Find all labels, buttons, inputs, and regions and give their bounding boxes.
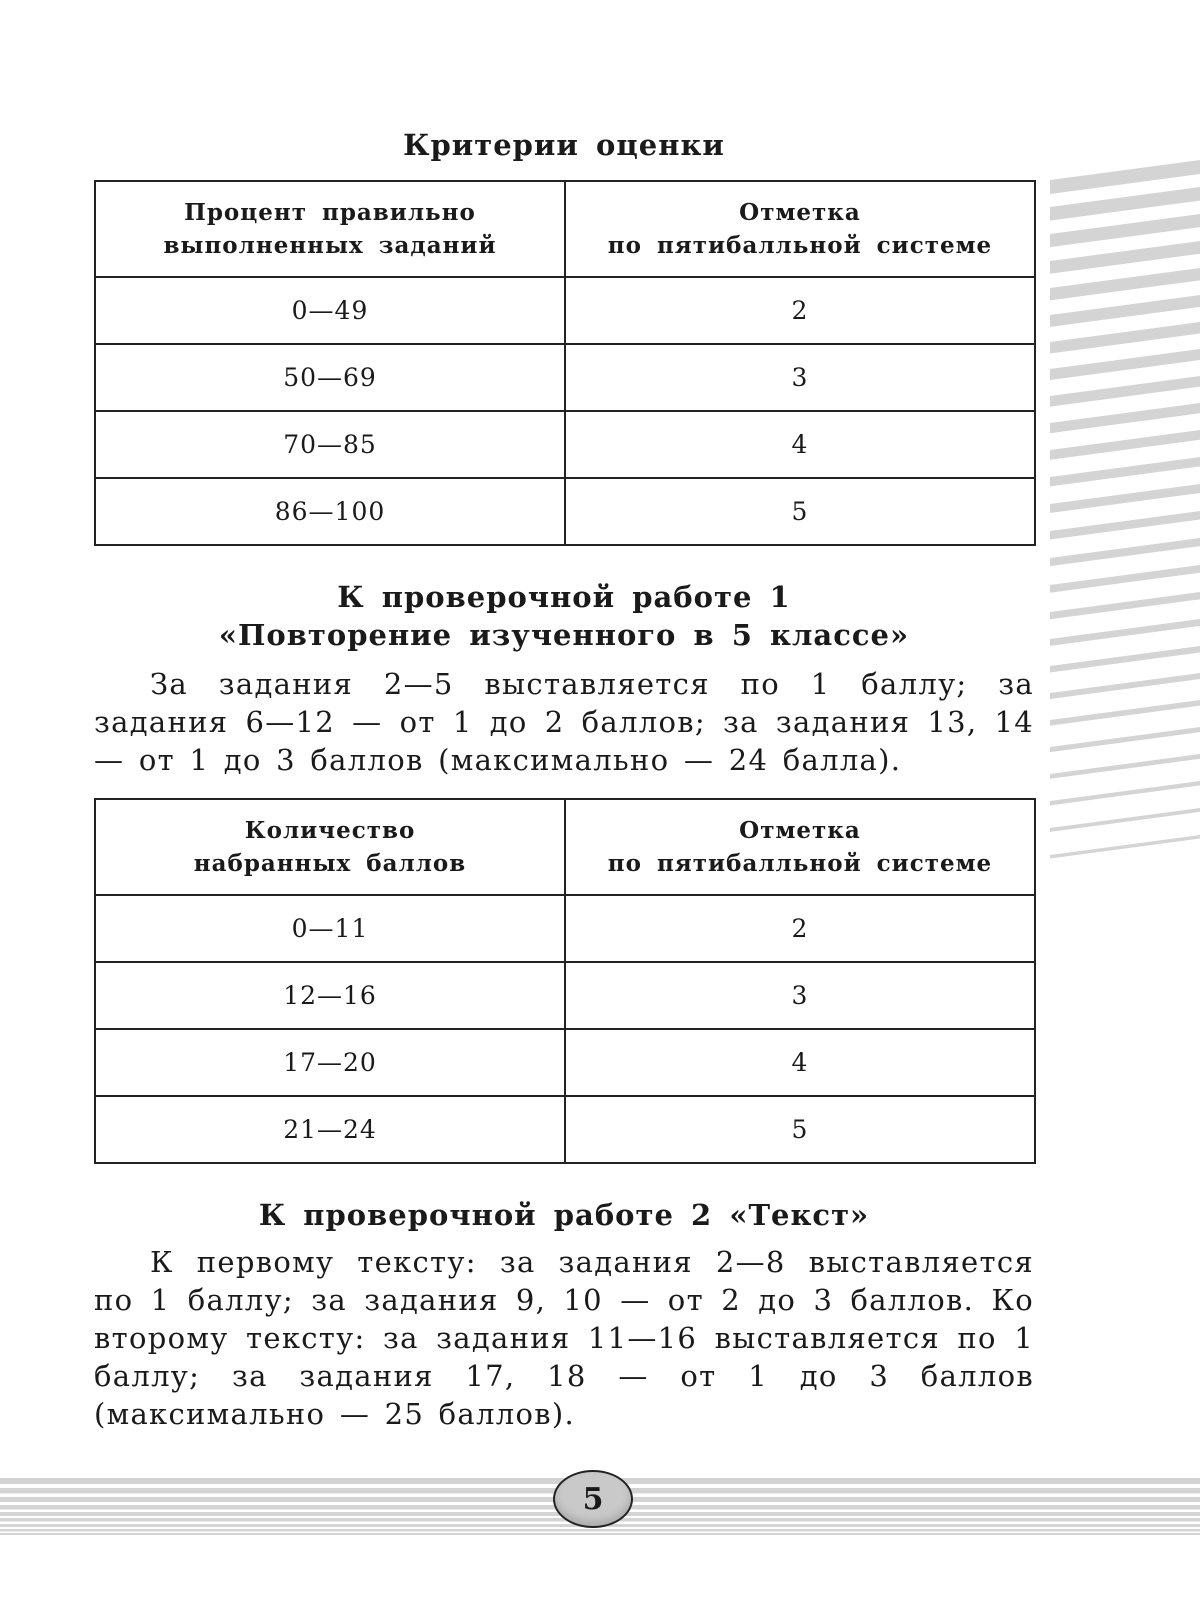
stripe (1050, 700, 1200, 726)
table-header-row (95, 181, 1035, 277)
range-cell: 12—16 (95, 962, 565, 1029)
stripe (1050, 781, 1200, 805)
stripe (1050, 214, 1200, 247)
stripe (1050, 376, 1200, 407)
grade-cell: 2 (565, 277, 1035, 344)
stripe (1050, 592, 1200, 619)
work1-title: К проверочной работе 1 «Повторение изученного в 5 классе» (218, 580, 910, 652)
range-cell: 0—11 (95, 895, 565, 962)
range-cell: 17—20 (95, 1029, 565, 1096)
work2-paragraph: К первому тексту: за задания 2—8 выставляется по 1 баллу; за задания 9, 10 — от 2 до 3 баллов. Ко второму тексту: за задания 11—16 выставляется по 1 баллу; за задания 17, 18 — от 1 до 3 баллов (максимально — 25 баллов). (94, 1245, 1034, 1431)
stripe (1050, 538, 1200, 566)
grade-cell: 5 (565, 1096, 1035, 1163)
range-cell: 0—49 (95, 277, 565, 344)
stripe (1050, 565, 1200, 593)
stripe (1050, 511, 1200, 540)
stripe (1050, 619, 1200, 646)
table-row (95, 411, 1035, 478)
grade-cell: 4 (565, 411, 1035, 478)
header-cell-grade: Отметка по пятибалльной системе (565, 799, 1035, 895)
page-number-badge: 5 (553, 1470, 633, 1528)
table-row (95, 962, 1035, 1029)
grade-cell: 3 (565, 344, 1035, 411)
stripe (1050, 727, 1200, 752)
stripe (1050, 430, 1200, 460)
stripe (1050, 187, 1200, 221)
stripe (0, 1533, 1200, 1535)
range-cell: 21—24 (95, 1096, 565, 1163)
table-row (95, 478, 1035, 545)
work1-paragraph: За задания 2—5 выставляется по 1 баллу; за задания 6—12 — от 1 до 2 баллов; за задания 13, 14 — от 1 до 3 баллов (максимально — 24 балла). (94, 667, 1034, 777)
grade-cell: 5 (565, 478, 1035, 545)
table-row (95, 277, 1035, 344)
table-row (95, 895, 1035, 962)
stripe (1050, 349, 1200, 380)
work1-score-table (94, 798, 1036, 1164)
range-cell: 86—100 (95, 478, 565, 545)
range-cell: 70—85 (95, 411, 565, 478)
header-cell-grade: Отметка по пятибалльной системе (565, 181, 1035, 277)
grade-cell: 3 (565, 962, 1035, 1029)
criteria-title: Критерии оценки (403, 128, 725, 162)
stripe (1050, 241, 1200, 274)
stripe (1050, 673, 1200, 699)
stripe (0, 1529, 1200, 1532)
grade-cell: 4 (565, 1029, 1035, 1096)
table-row (95, 344, 1035, 411)
stripe (1050, 808, 1200, 832)
stripe (1050, 754, 1200, 779)
stripe (1050, 160, 1200, 194)
header-cell-points: Количество набранных баллов (95, 799, 565, 895)
stripe (1050, 835, 1200, 859)
criteria-table (94, 180, 1036, 546)
table-header-row (95, 799, 1035, 895)
stripe (1050, 268, 1200, 300)
table-row (95, 1096, 1035, 1163)
stripe (1050, 295, 1200, 327)
stripe (1050, 457, 1200, 486)
work2-title: К проверочной работе 2 «Текст» (258, 1198, 870, 1232)
stripe (1050, 646, 1200, 672)
range-cell: 50—69 (95, 344, 565, 411)
grade-cell: 2 (565, 895, 1035, 962)
stripe (1050, 484, 1200, 513)
table-row (95, 1029, 1035, 1096)
stripe (1050, 322, 1200, 353)
stripe (1050, 403, 1200, 433)
header-cell-percent: Процент правильно выполненных заданий (95, 181, 565, 277)
decorative-stripes-right (1050, 160, 1200, 900)
